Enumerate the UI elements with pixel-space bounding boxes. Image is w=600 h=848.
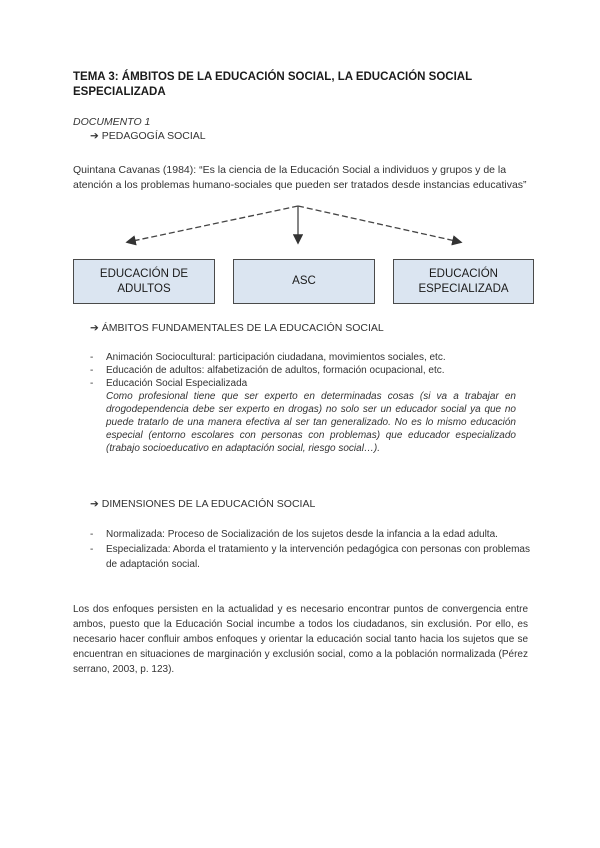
arrow-right-icon: ➔ xyxy=(90,130,99,142)
arrow-right-icon: ➔ xyxy=(90,498,99,510)
definition-quote: Quintana Cavanas (1984): “Es la ciencia de la Educación Social a individuos y grupos y de la atención a los problemas humano-sociales que pueden ser tratados desde instancias educativas” xyxy=(73,164,527,191)
section-heading-text: ÁMBITOS FUNDAMENTALES DE LA EDUCACIÓN SOCIAL xyxy=(101,322,384,334)
ambitos-list xyxy=(90,351,530,455)
especializada-note: Como profesional tiene que ser experto en determinadas cosas (si va a trabajar en drogodependencia debe ser experto en drogas) no solo ser un educador social ya que no puede tratarlo de una manera efectiva al ser tan generalizado. No es lo mismo educación especial (entorno escolares con personas con problemas) que educador especializado (trabajo socioeducativo en adaptación social, riesgo social…). xyxy=(106,391,516,454)
list-item: - Educación Social Especializada xyxy=(90,378,248,389)
closing-paragraph: Los dos enfoques persisten en la actualidad y es necesario encontrar puntos de convergencia entre ambos, puesto que la Educación Social incumbe a todos los ciudadanos, sin exclusión. Por ello, es necesario hacer confluir ambos enfoques y orientar la educación social tanto hacia los sujetos que se encuentran en situaciones de marginación y exclusión social, como a la población normalizada (Pérez serrano, 2003, p. 123). xyxy=(73,604,528,675)
box-asc: ASC xyxy=(233,259,375,304)
arrow-to-adultos xyxy=(128,206,298,242)
section-heading-ambitos xyxy=(90,322,384,334)
list-item: - Educación de adultos: alfabetización de adultos, formación ocupacional, etc. xyxy=(90,365,445,376)
list-item-text: Normalizada: Proceso de Socialización de los sujetos desde la infancia a la edad adulta. xyxy=(106,529,498,540)
document-label: DOCUMENTO 1 xyxy=(73,116,151,128)
list-item-text: Educación Social Especializada xyxy=(106,378,248,389)
box-educacion-especializada: EDUCACIÓN ESPECIALIZADA xyxy=(393,259,534,304)
arrow-right-icon: ➔ xyxy=(90,322,99,334)
list-item: - Especializada: Aborda el tratamiento y la intervención pedagógica con personas con problemas de adaptación social. xyxy=(90,544,530,570)
section-heading-text: PEDAGOGÍA SOCIAL xyxy=(101,130,206,142)
page-title: TEMA 3: ÁMBITOS DE LA EDUCACIÓN SOCIAL, LA EDUCACIÓN SOCIAL ESPECIALIZADA xyxy=(73,71,472,98)
list-item: - Normalizada: Proceso de Socialización de los sujetos desde la infancia a la edad adulta. xyxy=(90,529,498,540)
section-heading-dimensiones xyxy=(90,498,315,510)
arrow-to-especializada xyxy=(298,206,460,242)
list-item-text: Educación de adultos: alfabetización de adultos, formación ocupacional, etc. xyxy=(106,365,445,376)
dimensiones-list xyxy=(90,527,530,572)
list-item-text: Animación Sociocultural: participación ciudadana, movimientos sociales, etc. xyxy=(106,352,446,363)
section-heading-text: DIMENSIONES DE LA EDUCACIÓN SOCIAL xyxy=(101,498,316,510)
box-educacion-adultos: EDUCACIÓN DE ADULTOS xyxy=(73,259,215,304)
list-item: - Animación Sociocultural: participación ciudadana, movimientos sociales, etc. xyxy=(90,352,446,363)
list-item-text: Especializada: Aborda el tratamiento y la intervención pedagógica con personas con problemas de adaptación social. xyxy=(106,544,530,570)
